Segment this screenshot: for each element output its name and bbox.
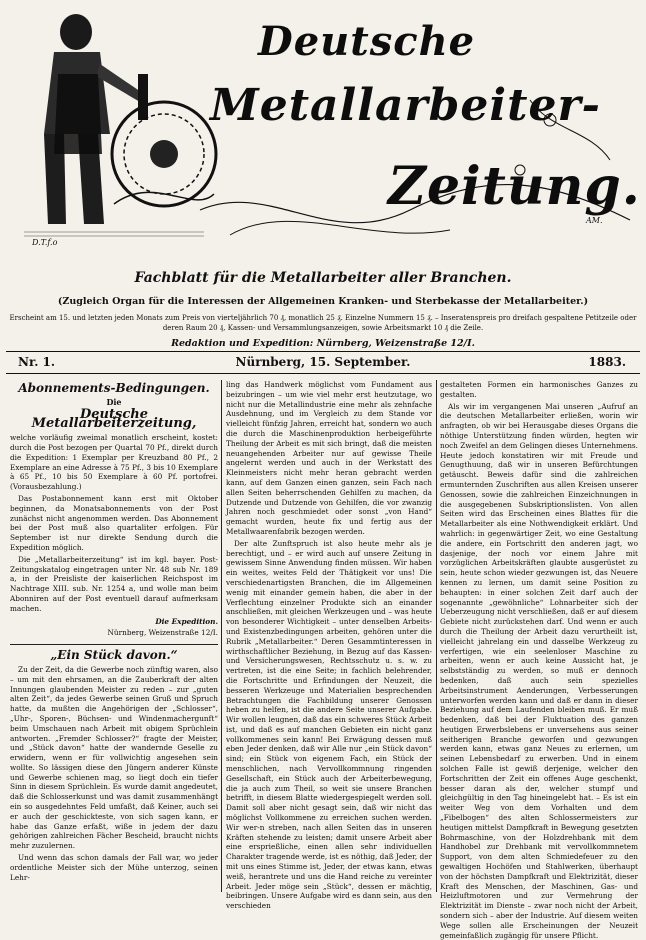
section-divider: [10, 644, 218, 645]
signature-address: Nürnberg, Weizenstraße 12/I.: [107, 628, 218, 638]
paragraph: Das Postabonnement kann erst mit Oktober beginnen, da Monatsabonnements von der Post zunächst nicht angenommen werden. Das Abonnement bei der Post muß also quartaliter erfolgen. Für September ist nur direkte Sendung durch die Expedition möglich.: [10, 493, 218, 552]
bottom-rule: [6, 373, 640, 374]
paper-name: Deutsche Metallarbeiterzeitung,: [31, 406, 197, 432]
masthead: [0, 0, 646, 250]
paragraph: Zu der Zeit, da die Gewerbe noch zünftig waren, also – um mit den ehrsamen, an die Zauberkraft der alten Innungen glaubenden Meister zu reden – zur „guten alten Zeit“, da jedes Gewerbe seinen Gruß und Spruch hatte, da mußten die Angehörigen der „Schlosser“, „Uhr-, Sporen-, Büchsen- und Windenmachergunft“ beim Umschauen nach Arbeit mit obigem Sprüchlein antworten. „Fremder Schlosser?“ fragte der Meister, und „Stück davon“ hatte der wandernde Geselle zu erwidern, wenn er für vollwichtig angesehen sein wollte. So lässigen diese den Jüngern anderer Künste und Gewerbe schienen mag, so liegt doch ein tiefer Sinn in diesem Sprüchlein. Es wurde damit angedeutet, daß die Schlosserkunst und was damit zusammenhängt ein so ausgedehntes Feld umfaßt, daß Keiner, auch sei er auch der geschickteste, von sich sagen kann, er habe das Ganze erfaßt, wiße in jedem der dazu gehörigen zahlreichen Fächer Bescheid, braucht nichts mehr zuzulernen.: [10, 664, 218, 851]
column-3: [440, 380, 638, 940]
masthead-title-line3: Zeitung.: [388, 156, 641, 217]
subtitle: Fachblatt für die Metallarbeiter aller Branchen.: [134, 270, 512, 286]
heading-stueck-davon: „Ein Stück davon.“: [50, 648, 178, 663]
paragraph: ling das Handwerk möglichst vom Fundament aus beizubringen – um wie viel mehr erst heutzutage, wo nicht nur die Metallindustrie eine mehr als zehnfache Ausdehnung, und im Vergleich zu dem Stande vor vielleicht fünfzig Jahren, erreicht hat, sondern wo auch die durch die Maschinenproduktion herbeigeführte Theilung der Arbeit es mit sich bringt, daß die meisten neuangehenden Arbeiter nur auf gewisse Theile angelernt werden und auch in der Werkstatt des Kleinmeisters nicht mehr heran gebracht werden kann, auf dem Ganzen einen ganzen, sein Fach nach allen Seiten beherrschenden Gehilfen zu machen, da Dutzende und Dutzende von Gehilfen, die vor zwanzig Jahren noch geschmiedet oder sonst „von Hand“ gemacht wurden, heute fix und fertig aus der Metallwaarenfabrik bezogen werden.: [226, 380, 432, 536]
masthead-title-line1: Deutsche: [258, 18, 476, 65]
heading-subscription: Abonnements-Bedingungen.: [18, 381, 210, 395]
publication-notice: Erscheint am 15. und letzten jeden Monats zum Preis von vierteljährlich 70 ₰, monatlich 25 ₰. Einzelne Nummern 15 ₰. – Inseratenspreis pro dreifach gespaltene Petitzeile oder deren Raum 20 ₰, Kassen- und Versammlungsanzeigen, sowie Arbeitsmarkt 10 ₰ die Zeile.: [9, 314, 637, 332]
paragraph: Und wenn das schon damals der Fall war, wo jeder ordentliche Meister sich der Mühe unterzog, seinen Lehr-: [10, 853, 218, 882]
paragraph: Als wir im vergangenen Mai unseren „Aufruf an die deutschen Metallarbeiter erließen, worin wir anfragten, ob wir bei Herausgabe dieses Organs die nöthige Unterstützung finden würden, hegten wir noch Zweifel an dem Gelingen dieses Unternehmens. Heute jedoch konstatiren wir mit Freude und Genugthuung, daß wir in unseren Befürchtungen getäuscht. Beweis dafür sind die zahlreichen ermunternden Zuschriften aus allen Kreisen unserer Genossen, sowie die zahlreichen Einzeichnungen in die ausgegebenen Subskriptionslisten. Von allen Seiten wird das Erscheinen eines Blattes für die Metallarbeiter als eine Nothwendigkeit erklärt. Und wahrlich: in gegenwärtiger Zeit, wo eine Gestaltung die andere, ein Fortschritt den anderen jagt, wo dasjenige, der noch vor einem Jahre mit vorzüglichen Arbeitskräften glaubte ausgerüstet zu sein, heute schon wieder gezwungen ist, das Neuere kennen zu lernen, um damit seine Position zu behaupten: in einer solchen Zeit darf auch der sogenannte „gewöhnliche“ Lohnarbeiter sich der Ueberzeugung nicht verschließen, daß er auf diesem Gebiete nicht zurückstehen darf. Und wenn er auch durch die Theilung der Arbeit dazu verurtheilt ist, vielleicht jahrelang ein und dasselbe Werkzeug zu verfertigen, wie ein seelenloser Maschine zu arbeiten, wenn er auch keine Aussicht hat, je selbstständig zu werden, so muß er dennoch bedenken, daß auch sein spezielles Arbeitsinstrument Aenderungen, Verbesserungen unterworfen werden kann und daß er dann in dieser Beziehung auf dem Laufenden bleiben muß. Er muß bedenken, daß bei der Fluktuation des ganzen heutigen Erwerbslebens er unversehens aus seiner seitherigen Branche geworfen und gezwungen werden kann, etwas ganz Neues zu erlernen, um seinen Lebensbedarf zu erwerben. Und in einem solchen Falle ist gewiß derjenige, welcher den Fortschritten der Zeit ein offenes Auge geschenkt, besser daran als der, welcher stumpf und gleichgültig in den Tag hineingelebt hat. – Es ist ein weiter Weg von dem Vorhalten und dem „Fibelbogen“ des alten Schlossermeisters zur heutigen mittelst Dampfkraft in Bewegung gesetzten Bohrmaschine, von der Holzdrehbank mit dem Handhobel zur Drehbank mit vervollkommnetem Support, von dem alten Schmiedefeuer zu den gewaltigen Hochöfen und Stahlwerken, überhaupt von der höchsten Dampfkraft und Elektrizität, dieser Kraft des Menschen, der Maschinen, Gas- und Heizluftmotoren und zur Vermehrung der Elektrizität im Dienste – zwar noch nicht der Arbeit, sondern sich – aber der Industrie. Auf diesem weiten Wege sollen alle Erscheinungen der Neuzeit gemeinfaßlich zugängig für unsere Pflicht.: [440, 401, 638, 940]
issue-row: [8, 352, 638, 372]
paragraph: gestalteten Formen ein harmonisches Ganzes zu gestalten.: [440, 380, 638, 399]
blacksmith-figure-illustration: [14, 4, 214, 244]
paragraph: welche vorläufig zweimal monatlich erscheint, kostet: durch die Post bezogen per Quartal 70 Pf., direkt durch die Expedition: 1 Exemplar per Kreuzband 80 Pf., 2 Exemplare an eine Adresse à 75 Pf., 3 bis 10 Exemplare à 65 Pf., 10 bis 50 Exemplare à 60 Pf. portofrei. (Vorausbezahlung.): [10, 433, 218, 492]
artist-monogram-right: AM.: [586, 216, 603, 225]
paragraph: Der alte Zunftspruch ist also heute mehr als je berechtigt, und – er wird auch auf unsere Zeitung in gewissem Sinne Anwendung finden müssen. Wir haben ein weites, weites Feld der Thätigkeit vor uns! Die verschiedenartigsten Branchen, die im Allgemeinen wenig mit einander gemein haben, die aber in der Verflechtung einzelner Produkte sich an einander anschließen, mit gleichen Werkzeugen und – was heute von besonderer Wichtigkeit – unter denselben Arbeits- und Existenzbedingungen arbeiten, gehören unter die Rubrik „Metallarbeiter.“ Deren Gesammtinteressen in wirthschaftlicher Beziehung, in Bezug auf das Kassen- und Versicherungswesen, Rechtsschutz u. s. w. zu vertreten, ist die eine Seite; in fachlich belehrender, die Fortschritte und Erfindungen der Neuzeit, die besseren Werkzeuge und Materialien besprechenden Betrachtungen die Fachbildung unserer Genossen heben zu helfen, ist die andere Seite unserer Aufgabe. Wir wollen leugnen, daß das ein schweres Stück Arbeit ist, und daß es auf manchen Gebieten ein nicht ganz vollkommenes sein kann! Bei Erwägung dessen muß eben Jeder denken, daß wir Alle nur „ein Stück davon“ sind; ein Stück von eigenem Fach, ein Stück der menschlichen, nach Vervollkommnung ringenden Gesellschaft, ein Stück auch der Arbeiterbewegung, die ja auch zum Theil, so weit sie unsere Branchen betrifft, in diesem Blatte wiedergespiegelt werden soll. Damit soll aber nicht gesagt sein, daß wir nicht das möglichst Vollkommene zu erreichen suchen werden. Wir wer-n streben, nach allen Seiten das in unseren Kräften stehende zu leisten; damit unsere Arbeit aber eine ersprießliche, einen allen sehr individuellen Charakter tragende werde, ist es nöthig, daß Jeder, der mit uns eines Stimme ist, Jeder, der etwas kann, etwas weiß, herantrete und uns die Hand reiche zu vereinter Arbeit. Jeder möge sein „Stück“, dessen er mächtig, beibringen. Unsere Aufgabe wird es dann sein, aus den verschieden: [226, 538, 432, 911]
column-divider: [221, 380, 222, 892]
paragraph: Die „Metallarbeiterzeitung“ ist im kgl. bayer. Post-Zeitungskatalog eingetragen unter Nr. 48 sub Nr. 189 a, in der Preisliste der kaiserlichen Reichspost im Nachtrage XIII. sub. Nr. 1254 a, und wolle man beim Abonniren auf der Post eventuell darauf aufmerksam machen.: [10, 554, 218, 613]
masthead-title-line2: Metallarbeiter-: [210, 80, 601, 131]
subtitle-organ: (Zugleich Organ für die Interessen der Allgemeinen Kranken- und Sterbekasse der Metallarbeiter.): [57, 296, 589, 307]
issue-number: Nr. 1.: [18, 355, 56, 369]
issue-date: Nürnberg, 15. September.: [235, 355, 411, 369]
column-2: [226, 380, 432, 911]
column-1: [10, 380, 218, 892]
column-divider: [436, 380, 437, 892]
redaction-line: Redaktion und Expedition: Nürnberg, Weizenstraße 12/I.: [171, 338, 475, 349]
signature: Die Expedition.: [155, 616, 218, 626]
issue-year: 1883.: [588, 355, 626, 369]
label-die: Die: [106, 396, 122, 407]
artist-monogram-left: D.T.f.o: [32, 238, 58, 247]
